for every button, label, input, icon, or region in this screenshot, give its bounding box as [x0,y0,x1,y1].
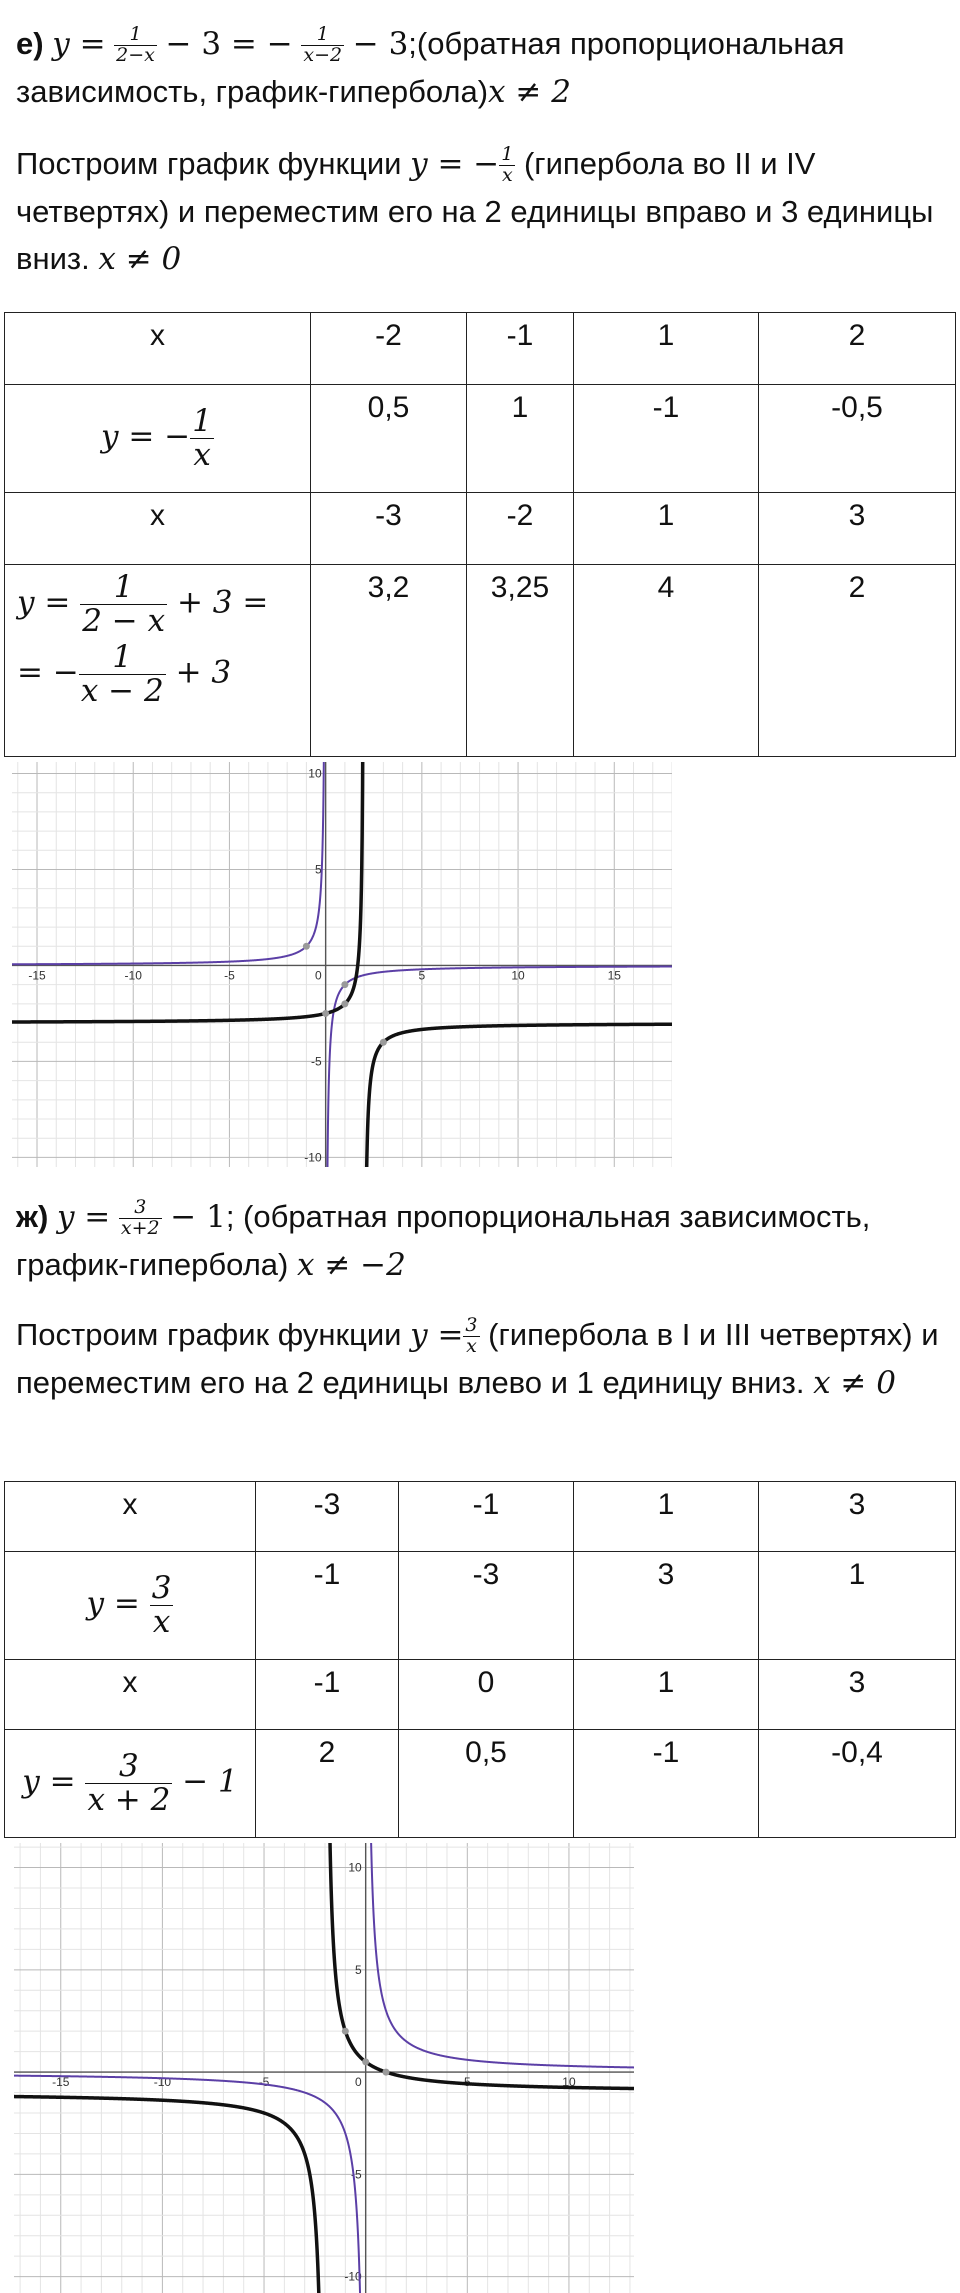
zh-plan-eq: y = [410,1317,464,1353]
table-row [5,493,956,565]
table-formula-cell: y = $\frac{3}{x}$ [5,1552,256,1660]
e-plan-eq: y = − [410,146,500,182]
e-frac1: $\frac{1}{2-x}$ [116,23,155,67]
y-tick-label: -5 [310,1054,322,1069]
plot-point [383,2069,390,2076]
table-row [5,1482,956,1552]
zh-eq-start: y = [56,1199,111,1235]
table-cell: x [5,1660,256,1730]
table-cell: -1 [467,313,574,385]
table-row [5,385,956,493]
e-value-table [4,312,956,757]
table-cell: x [5,493,311,565]
table-cell: 3 [574,1552,759,1660]
x-tick-label: 15 [607,968,621,983]
zh-plan [16,1311,946,1407]
e-graph [12,762,672,1167]
e-eq-end: − 3 [352,26,409,62]
plot-point [322,1010,329,1017]
table-cell: -1 [399,1482,574,1552]
x-tick-label: -5 [258,2075,270,2090]
y-tick-label: -10 [304,1150,322,1165]
table-cell: 0,5 [399,1730,574,1838]
e-plan-frac: $\frac{1}{x}$ [501,143,514,187]
x-tick-label: -5 [224,968,235,983]
curve-y-3-over-x [370,1843,634,2067]
x-tick-label: -15 [52,2075,70,2090]
zh-heading [16,1193,946,1289]
table-row [5,1730,956,1838]
e-eq-start: y = [52,26,106,62]
table-cell: 0,5 [311,385,467,493]
table-cell: -3 [256,1482,399,1552]
plot-point [342,2028,349,2035]
table-cell: 0 [399,1660,574,1730]
x-tick-label: 0 [354,2075,362,2090]
zh-plan-cond: x ≠ 0 [813,1365,896,1401]
e-cond: x ≠ 2 [488,74,571,110]
x-tick-label: -15 [28,968,46,983]
table-cell: 1 [574,1482,759,1552]
table-cell: 2 [759,565,956,757]
table-cell: 3 [759,1482,956,1552]
zh-plan-text1: Построим график функции [16,1317,411,1352]
curve-shifted-hyperbola [366,1024,672,1167]
e-label: е) [16,26,44,61]
x-tick-label: 0 [314,968,322,983]
y-tick-label: 5 [314,862,322,877]
e-plan-text2: (гипербола во II и IV четвертях) и переместим его на 2 единицы вправо и 3 единицы вниз. [16,146,934,276]
table-cell: x [5,1482,256,1552]
e-frac2: $\frac{1}{x-2}$ [303,23,343,67]
table-cell: -2 [467,493,574,565]
table-formula-cell: y = $\frac{1}{2 - x}$ + 3 = = − $\frac{1}{x - 2}$ + 3 [5,565,311,757]
table-cell: 4 [574,565,759,757]
plot-point [362,2058,369,2065]
zh-cond: x ≠ −2 [296,1247,406,1283]
zh-frac1: $\frac{3}{x+2}$ [120,1196,160,1240]
table-cell: -1 [574,385,759,493]
table-cell: 1 [467,385,574,493]
e-plan-cond: x ≠ 0 [98,241,182,277]
x-tick-label: -10 [153,2075,172,2090]
table-cell: 1 [759,1552,956,1660]
table-row [5,1660,956,1730]
zh-value-table [4,1481,956,1838]
x-tick-label: 5 [418,968,426,983]
y-tick-label: -10 [344,2269,362,2284]
table-row [5,565,956,757]
y-tick-label: -5 [351,2167,362,2182]
e-heading [16,20,946,116]
table-cell: -1 [574,1730,759,1838]
table-cell: -3 [399,1552,574,1660]
table-cell: 3,25 [467,565,574,757]
table-cell: 3 [759,1660,956,1730]
x-tick-label: -10 [124,968,142,983]
table-cell: 2 [759,313,956,385]
table-cell: -2 [311,313,467,385]
zh-desc: ; (обратная пропорциональная зависимость, график-гипербола) [16,1199,871,1282]
y-tick-label: 10 [348,1860,362,1875]
curve-shifted-hyperbola [12,762,363,1022]
zh-plan-text2: (гипербола в I и III четвертях) и переместим его на 2 единицы влево и 1 единицу вниз. [16,1317,939,1400]
e-desc: ;(обратная пропорциональная зависимость, график-гипербола) [16,26,845,109]
table-cell: -1 [256,1660,399,1730]
zh-plan-frac: $\frac{3}{x}$ [465,1314,478,1358]
table-cell: 1 [574,493,759,565]
curve-y-minus-1-over-x [327,967,672,1167]
table-cell: 2 [256,1730,399,1838]
y-tick-label: 5 [354,1962,362,1977]
e-plan [16,140,946,283]
plot-point [380,1039,387,1046]
table-cell: -0,4 [759,1730,956,1838]
plot-point [341,1000,348,1007]
table-cell: -1 [256,1552,399,1660]
x-tick-label: 5 [463,2075,471,2090]
e-plan-text1: Построим график функции [16,146,411,181]
zh-eq-end: − 1 [170,1199,226,1235]
curve-y-3-over-x [14,2076,361,2293]
table-cell: 1 [574,1660,759,1730]
table-cell: 3,2 [311,565,467,757]
table-row [5,1552,956,1660]
e-eq-mid: − 3 = − [165,26,293,62]
y-tick-label: 10 [308,766,322,781]
table-row [5,313,956,385]
table-cell: -3 [311,493,467,565]
table-cell: x [5,313,311,385]
table-formula-cell: y = − $\frac{1}{x}$ [5,385,311,493]
x-tick-label: 10 [511,968,525,983]
table-cell: 1 [574,313,759,385]
zh-label: ж) [16,1199,49,1234]
zh-graph [14,1843,634,2293]
plot-point [341,981,348,988]
table-cell: -0,5 [759,385,956,493]
x-tick-label: 10 [562,2075,576,2090]
plot-point [303,943,310,950]
table-formula-cell: y = $\frac{3}{x + 2}$ − 1 [5,1730,256,1838]
table-cell: 3 [759,493,956,565]
